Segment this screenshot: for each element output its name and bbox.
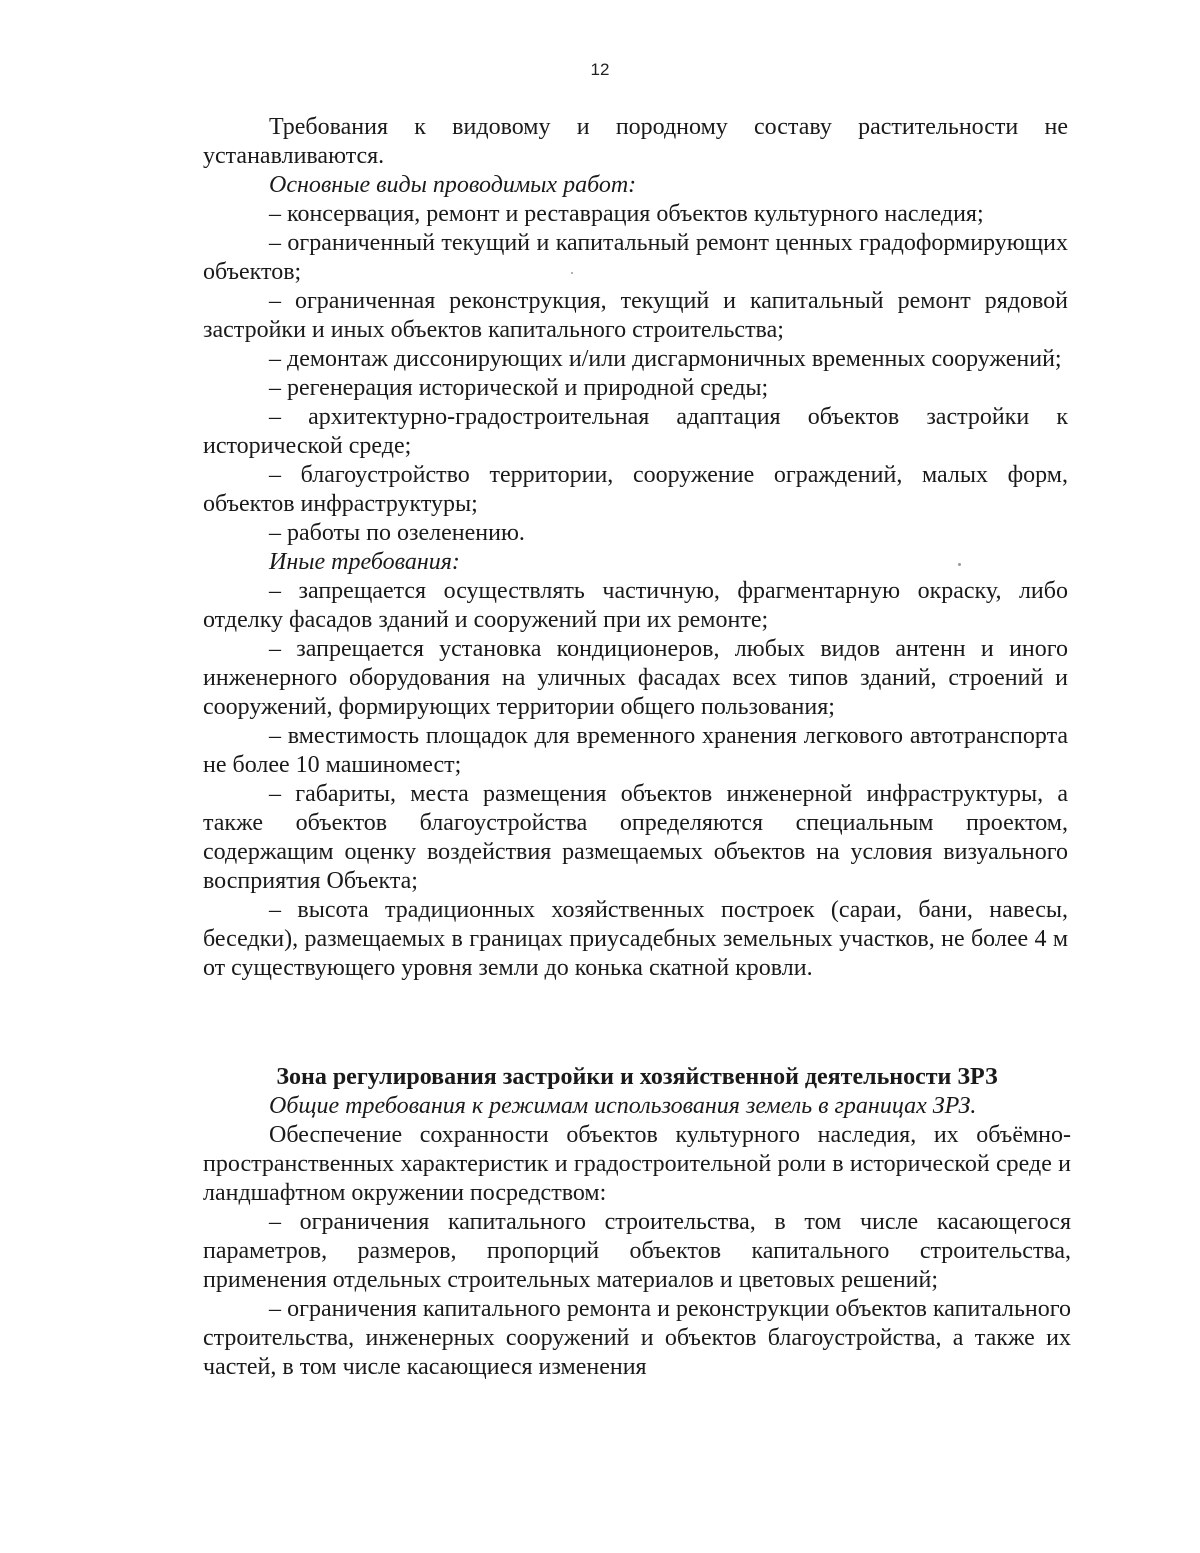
italic-subheading-works: Основные виды проводимых работ: <box>269 172 637 198</box>
list-item: – консервация, ремонт и реставрация объектов культурного наследия; <box>269 201 984 227</box>
list-item: – запрещается осуществлять частичную, фрагментарную окраску, либо отделку фасадов зданий и сооружений при их ремонте; <box>203 578 1068 633</box>
list-item: – ограниченный текущий и капитальный ремонт ценных градоформирующих объектов; <box>203 230 1068 285</box>
italic-subheading-other: Иные требования: <box>269 549 460 575</box>
section-top-text <box>203 113 1068 983</box>
list-item: – высота традиционных хозяйственных построек (сараи, бани, навесы, беседки), размещаемых в границах приусадебных земельных участков, не более 4 м от существующего уровня земли до конька скатной кровли. <box>203 897 1068 981</box>
list-item: – ограничения капитального строительства, в том числе касающегося параметров, размеров, пропорций объектов капитального строительства, применения отдельных строительных материалов и цветовых решений; <box>203 1209 1071 1293</box>
list-item: – ограничения капитального ремонта и реконструкции объектов капитального строительства, инженерных сооружений и объектов благоустройства, а также их частей, в том числе касающиеся изменения <box>203 1296 1071 1380</box>
page-number: 12 <box>590 60 610 79</box>
list-item: – габариты, места размещения объектов инженерной инфраструктуры, а также объектов благоустройства определяются специальным проектом, содержащим оценку воздействия размещаемых объектов на условия визуального восприятия Объекта; <box>203 781 1068 894</box>
list-item: – вместимость площадок для временного хранения легкового автотранспорта не более 10 машиномест; <box>203 723 1068 778</box>
list-item: – архитектурно-градостроительная адаптация объектов застройки к исторической среде; <box>203 404 1068 459</box>
scan-speck <box>958 563 961 566</box>
list-item: – запрещается установка кондиционеров, любых видов антенн и иного инженерного оборудования на уличных фасадах всех типов зданий, строений и сооружений, формирующих территории общего пользования; <box>203 636 1068 720</box>
list-item: – работы по озеленению. <box>269 520 525 546</box>
list-item: – регенерация исторической и природной среды; <box>269 375 769 401</box>
section-heading: Зона регулирования застройки и хозяйственной деятельности ЗРЗ <box>276 1064 998 1090</box>
section-subheading: Общие требования к режимам использования земель в границах ЗРЗ. <box>269 1093 977 1119</box>
paragraph: Обеспечение сохранности объектов культурного наследия, их объёмно-пространственных характеристик и градостроительной роли в исторической среде и ландшафтном окружении посредством: <box>203 1122 1071 1206</box>
list-item: – демонтаж диссонирующих и/или дисгармоничных временных сооружений; <box>269 346 1062 372</box>
section-zrz-text <box>203 1063 1071 1382</box>
list-item: – ограниченная реконструкция, текущий и капитальный ремонт рядовой застройки и иных объектов капитального строительства; <box>203 288 1068 343</box>
list-item: – благоустройство территории, сооружение ограждений, малых форм, объектов инфраструктуры; <box>203 462 1068 517</box>
paragraph: Требования к видовому и породному составу растительности не устанавливаются. <box>203 114 1068 169</box>
scan-speck <box>571 272 573 274</box>
